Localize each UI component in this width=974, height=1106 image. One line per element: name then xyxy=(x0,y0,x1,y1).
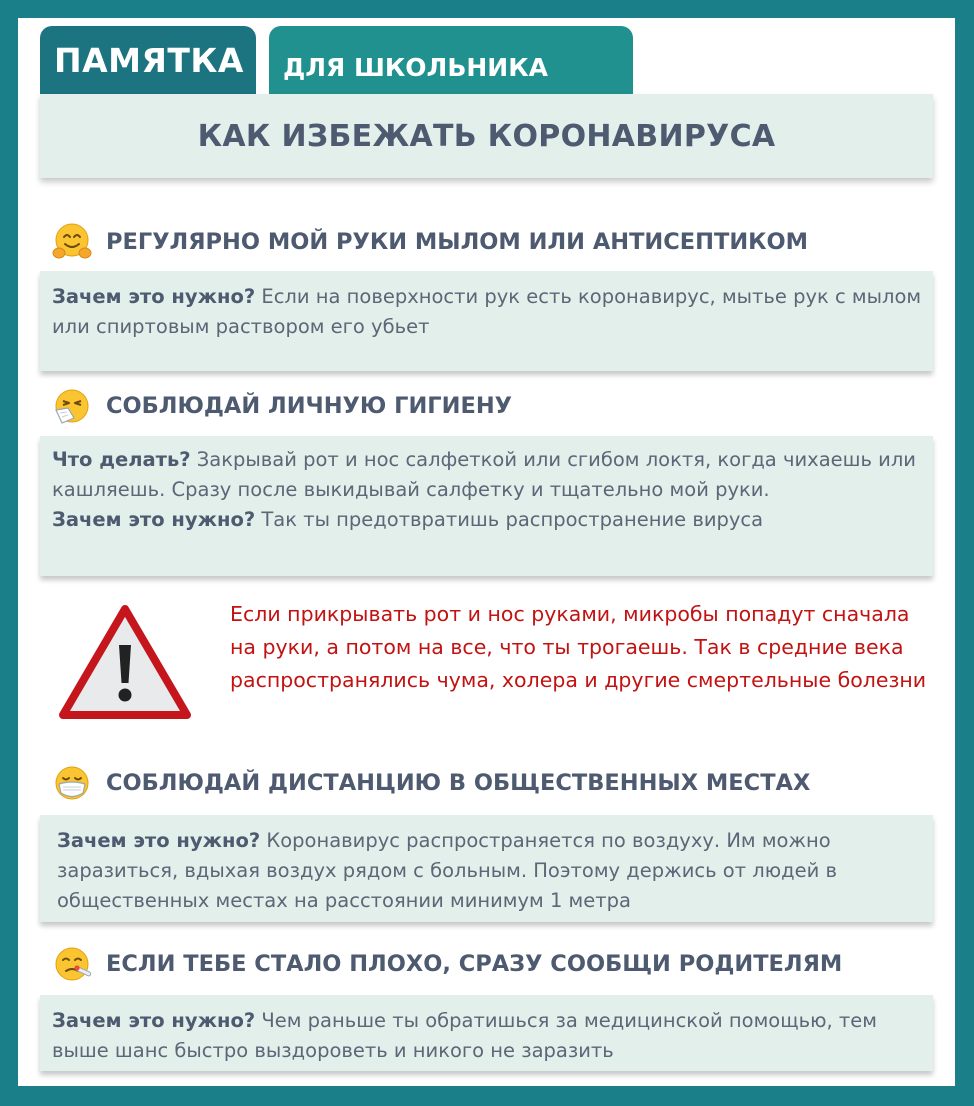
info-card-hygiene xyxy=(40,436,933,576)
audience-tab-label: ДЛЯ ШКОЛЬНИКА xyxy=(283,52,549,82)
memo-tab-label: ПАМЯТКА xyxy=(54,40,244,80)
hugging-face-icon xyxy=(52,222,92,262)
why-text: Коронавирус распространяется по воздуху. Им можно заразиться, вдыхая воздух рядом с больным. Поэтому держись от людей в общественных местах на расстоянии минимум 1 метра xyxy=(57,829,837,912)
why-label: Зачем это нужно? xyxy=(52,1009,256,1032)
title-banner xyxy=(40,94,933,178)
section-heading-text: ЕСЛИ ТЕБЕ СТАЛО ПЛОХО, СРАЗУ СООБЩИ РОДИТЕЛЯМ xyxy=(106,951,843,977)
memo-sheet xyxy=(18,18,955,1086)
card-paragraph xyxy=(52,282,923,342)
card-paragraph xyxy=(57,826,923,916)
info-card-distance xyxy=(40,815,933,922)
section-heading-hand-washing xyxy=(52,222,808,262)
memo-tab xyxy=(40,26,256,94)
audience-tab xyxy=(269,26,633,94)
page-title: КАК ИЗБЕЖАТЬ КОРОНАВИРУСА xyxy=(197,118,776,154)
section-heading-text: СОБЛЮДАЙ ЛИЧНУЮ ГИГИЕНУ xyxy=(106,393,513,419)
why-label: Зачем это нужно? xyxy=(52,508,256,531)
info-card-hand-washing xyxy=(40,271,933,371)
why-label: Зачем это нужно? xyxy=(52,285,256,308)
what-text: Закрывай рот и нос салфеткой или сгибом локтя, когда чихаешь или кашляешь. Сразу после выкидывай салфетку и тщательно мой руки. xyxy=(52,448,916,501)
why-text: Чем раньше ты обратишься за медицинской помощью, тем выше шанс быстро выздороветь и никого не заразить xyxy=(52,1009,877,1062)
section-heading-hygiene xyxy=(52,386,512,426)
medical-mask-face-icon xyxy=(52,763,92,803)
warning-text: Если прикрывать рот и нос руками, микробы попадут сначала на руки, а потом на все, что ты трогаешь. Так в средние века распространялись чума, холера и другие смертельные болезни xyxy=(230,602,927,692)
why-text: Если на поверхности рук есть коронавирус, мытье рук с мылом или спиртовым раствором его убьет xyxy=(52,285,922,338)
sneezing-face-icon xyxy=(52,386,92,426)
info-card-feeling-sick xyxy=(40,995,933,1071)
section-heading-distance xyxy=(52,763,810,803)
why-label: Зачем это нужно? xyxy=(57,829,261,852)
card-paragraph xyxy=(52,505,923,535)
section-heading-feeling-sick xyxy=(52,944,842,984)
section-heading-text: РЕГУЛЯРНО МОЙ РУКИ МЫЛОМ ИЛИ АНТИСЕПТИКОМ xyxy=(106,229,809,255)
section-heading-text: СОБЛЮДАЙ ДИСТАНЦИЮ В ОБЩЕСТВЕННЫХ МЕСТАХ xyxy=(106,770,811,796)
card-paragraph xyxy=(52,445,923,505)
card-paragraph xyxy=(52,1006,923,1066)
thermometer-face-icon xyxy=(52,944,92,984)
why-text: Так ты предотвратишь распространение вируса xyxy=(255,508,764,531)
what-label: Что делать? xyxy=(52,448,191,471)
warning-triangle-icon xyxy=(58,603,192,723)
